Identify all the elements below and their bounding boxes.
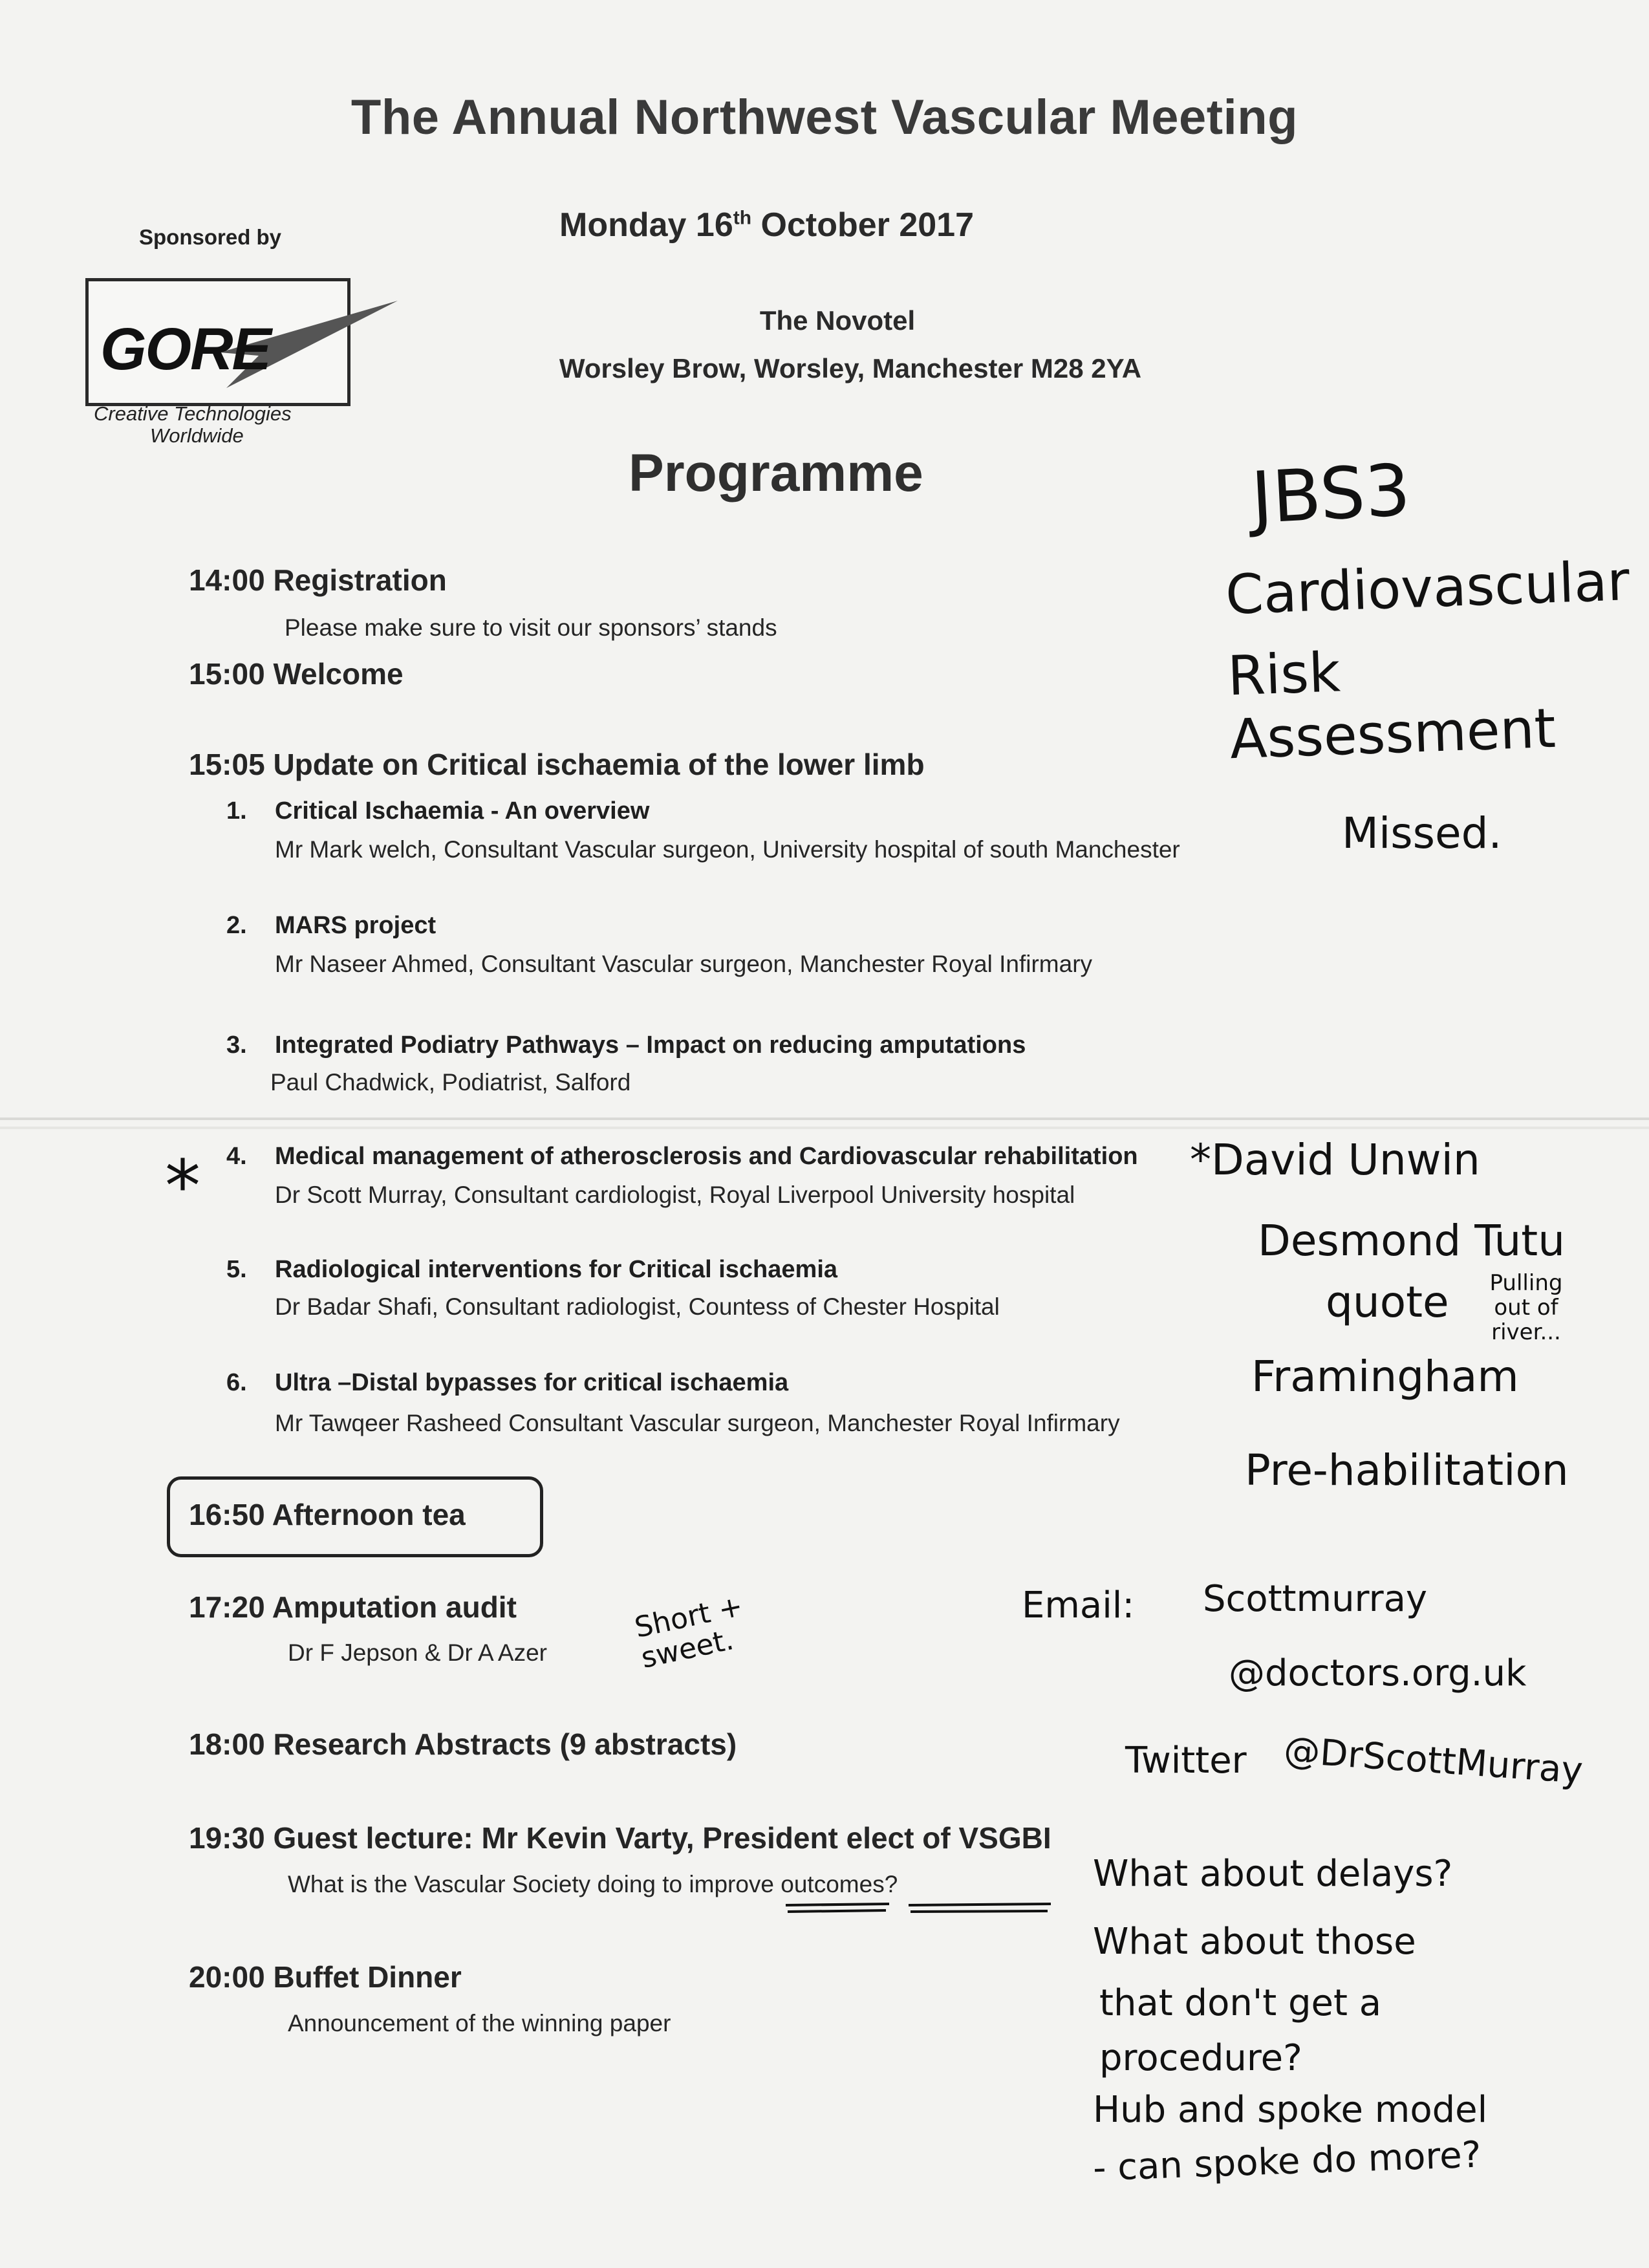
talk-title: MARS project (275, 912, 436, 939)
schedule-buffet-dinner: 20:00 Buffet Dinner (189, 1960, 462, 1994)
talk-title: Critical Ischaemia - An overview (275, 797, 650, 825)
note-hub-and-spoke: Hub and spoke model (1093, 2089, 1488, 2131)
talk-number: 3. (226, 1031, 247, 1059)
improve-outcomes-underline (782, 1900, 1054, 1919)
note-missed: Missed. (1342, 808, 1502, 858)
note-desmond-tutu: Desmond Tutu (1258, 1216, 1566, 1266)
gore-tagline-line1: Creative Technologies (94, 402, 292, 425)
talk-number: 2. (226, 912, 247, 939)
talk-title: Radiological interventions for Critical ischaemia (275, 1256, 838, 1283)
note-star-left: * (165, 1145, 200, 1227)
talk-speaker: Dr Badar Shafi, Consultant radiologist, Countess of Chester Hospital (275, 1293, 1000, 1320)
talk-title: Integrated Podiatry Pathways – Impact on reducing amputations (275, 1031, 1026, 1059)
schedule-research-abstracts: 18:00 Research Abstracts (9 abstracts) (189, 1727, 737, 1761)
note-twitter-handle: @DrScottMurray (1282, 1729, 1584, 1793)
registration-note: Please make sure to visit our sponsors’ stands (285, 614, 777, 641)
talk-number: 4. (226, 1143, 247, 1170)
schedule-critical-ischaemia: 15:05 Update on Critical ischaemia of the lower limb (189, 748, 925, 781)
note-pre-habilitation: Pre-habilitation (1245, 1445, 1569, 1495)
venue-name: The Novotel (759, 305, 916, 336)
note-quote: quote (1326, 1277, 1449, 1327)
schedule-welcome: 15:00 Welcome (189, 657, 404, 691)
note-question-delays: What about delays? (1093, 1853, 1453, 1895)
schedule-amputation-audit: 17:20 Amputation audit (189, 1590, 517, 1624)
page-fold-bottom (0, 1127, 1649, 1129)
sponsored-by-label: Sponsored by (139, 225, 282, 249)
amputation-audit-speakers: Dr F Jepson & Dr A Azer (288, 1639, 547, 1666)
meeting-date (559, 206, 974, 244)
schedule-guest-lecture: 19:30 Guest lecture: Mr Kevin Varty, President elect of VSGBI (189, 1821, 1051, 1855)
note-email-domain: @doctors.org.uk (1229, 1652, 1527, 1694)
talk-speaker: Mr Naseer Ahmed, Consultant Vascular surgeon, Manchester Royal Infirmary (275, 951, 1093, 977)
note-short-and-sweet: Short + sweet. (632, 1589, 746, 1675)
note-twitter-label: Twitter (1125, 1740, 1247, 1782)
note-david-unwin: *David Unwin (1190, 1135, 1480, 1185)
gore-logo-wordmark: GORE (100, 316, 270, 382)
talk-speaker: Dr Scott Murray, Consultant cardiologist, Royal Liverpool University hospital (275, 1182, 1075, 1208)
page-fold-top (0, 1118, 1649, 1120)
note-question-those: What about those (1093, 1921, 1416, 1963)
note-pulling-out-of-river: Pulling out of river... (1489, 1270, 1563, 1345)
meeting-title: The Annual Northwest Vascular Meeting (350, 90, 1299, 145)
schedule-afternoon-tea: 16:50 Afternoon tea (189, 1498, 466, 1531)
date-prefix: Monday 16 (559, 206, 733, 244)
talk-speaker: Mr Mark welch, Consultant Vascular surgeon, University hospital of south Manchester (275, 836, 1180, 863)
talk-speaker: Paul Chadwick, Podiatrist, Salford (270, 1069, 631, 1096)
note-can-spoke-do-more: - can spoke do more? (1092, 2133, 1482, 2190)
note-risk-assessment: Risk Assessment (1226, 640, 1557, 772)
venue-address: Worsley Brow, Worsley, Manchester M28 2YA (559, 353, 1142, 383)
note-cardiovascular: Cardiovascular (1224, 549, 1631, 627)
guest-lecture-question: What is the Vascular Society doing to improve outcomes? (288, 1871, 898, 1897)
note-jbs3: JBS3 (1249, 448, 1412, 540)
gore-tagline-line2: Worldwide (150, 424, 244, 447)
date-suffix: October 2017 (751, 206, 975, 244)
note-email-label: Email: (1022, 1584, 1135, 1626)
talk-speaker: Mr Tawqeer Rasheed Consultant Vascular surgeon, Manchester Royal Infirmary (275, 1410, 1120, 1436)
buffet-dinner-note: Announcement of the winning paper (288, 2010, 671, 2036)
programme-heading: Programme (629, 444, 923, 502)
talk-number: 1. (226, 797, 247, 825)
note-framingham: Framingham (1251, 1352, 1519, 1401)
talk-number: 5. (226, 1256, 247, 1283)
talk-number: 6. (226, 1369, 247, 1396)
note-question-dont-get: that don't get a (1099, 1982, 1382, 2024)
talk-title: Medical management of atherosclerosis and Cardiovascular rehabilitation (275, 1143, 1138, 1170)
note-question-procedure: procedure? (1099, 2037, 1302, 2079)
date-ordinal: th (733, 207, 752, 229)
note-email-user: Scottmurray (1203, 1578, 1428, 1620)
schedule-registration: 14:00 Registration (189, 563, 447, 597)
talk-title: Ultra –Distal bypasses for critical ischaemia (275, 1369, 789, 1396)
